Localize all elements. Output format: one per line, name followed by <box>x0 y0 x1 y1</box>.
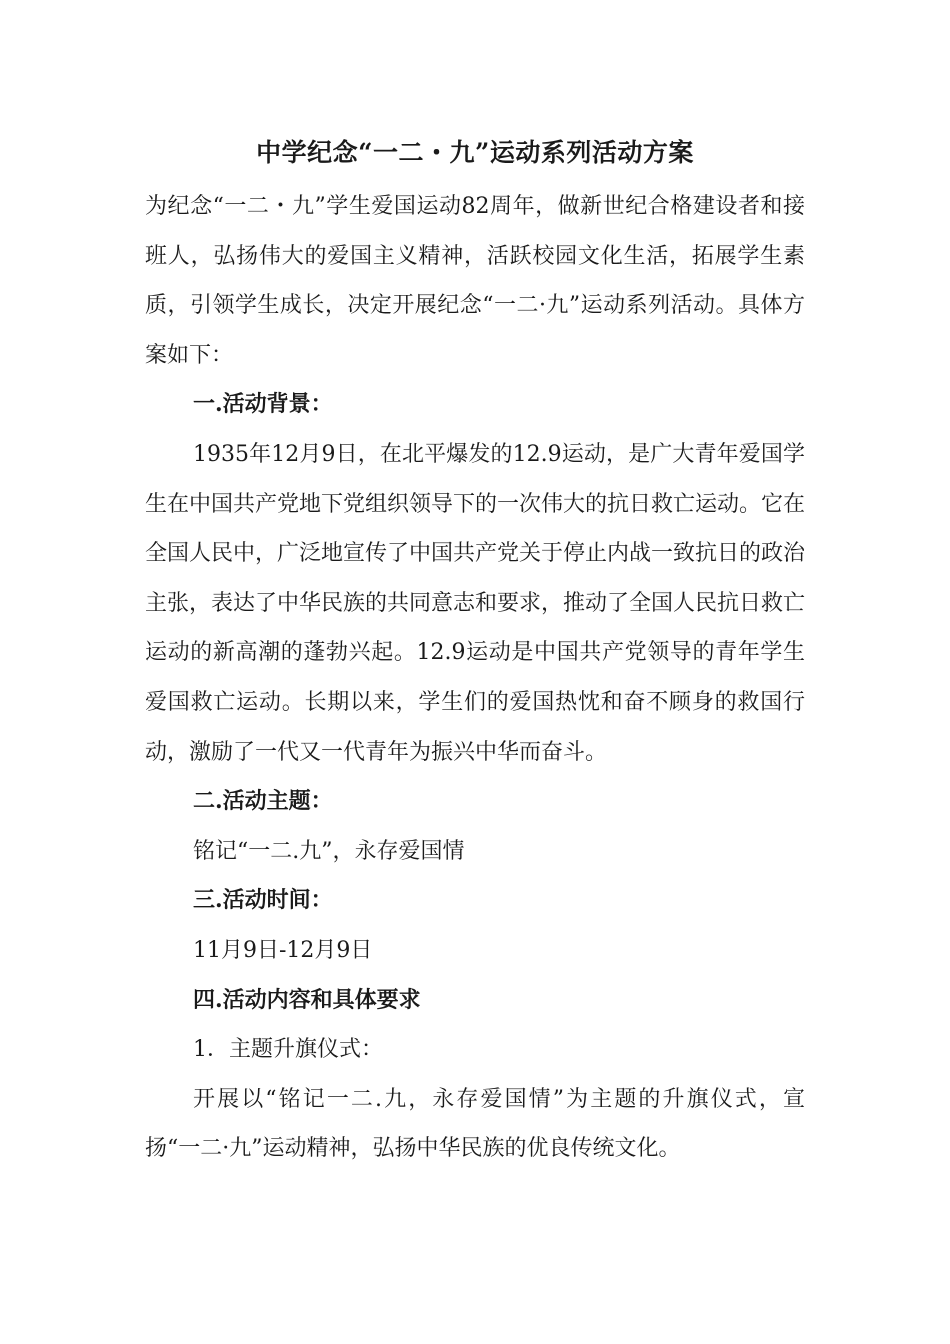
section-time <box>145 876 805 975</box>
section-heading: 一.活动背景： <box>193 391 333 418</box>
intro-paragraph: 为纪念“一二・九”学生爱国运动82周年，做新世纪合格建设者和接班人，弘扬伟大的爱国主义精神，活跃校园文化生活，拓展学生素质，引领学生成长，决定开展纪念“一二·九”运动系列活动。具体方案如下： <box>145 194 805 368</box>
section-body: 1935年12月9日，在北平爆发的12.9运动，是广大青年爱国学生在中国共产党地下党组织领导下的一次伟大的抗日救亡运动。它在全国人民中，广泛地宣传了中国共产党关于停止内战一致抗日的政治主张，表达了中华民族的共同意志和要求，推动了全国人民抗日救亡运动的新高潮的蓬勃兴起。12.9运动是中国共产党领导的青年学生爱国救亡运动。长期以来，学生们的爱国热忱和奋不顾身的救国行动，激励了一代又一代青年为振兴中华而奋斗。 <box>145 441 806 765</box>
section-heading: 二.活动主题： <box>193 788 333 815</box>
section-heading: 四.活动内容和具体要求 <box>193 986 421 1013</box>
section-body: 11月9日-12月9日 <box>193 937 373 963</box>
section-body: 铭记“一二.九”，永存爱国情 <box>193 838 465 864</box>
section-content <box>145 976 805 1174</box>
section-theme <box>145 777 805 876</box>
document-page <box>145 128 805 1174</box>
document-title: 中学纪念“一二・九”运动系列活动方案 <box>256 138 694 167</box>
section-heading: 三.活动时间： <box>193 887 333 914</box>
section-body: 开展以“铭记一二.九，永存爱国情”为主题的升旗仪式，宣扬“一二·九”运动精神，弘扬中华民族的优良传统文化。 <box>145 1086 805 1162</box>
section-sub-item: 1．主题升旗仪式： <box>193 1037 383 1063</box>
section-background <box>145 380 805 777</box>
